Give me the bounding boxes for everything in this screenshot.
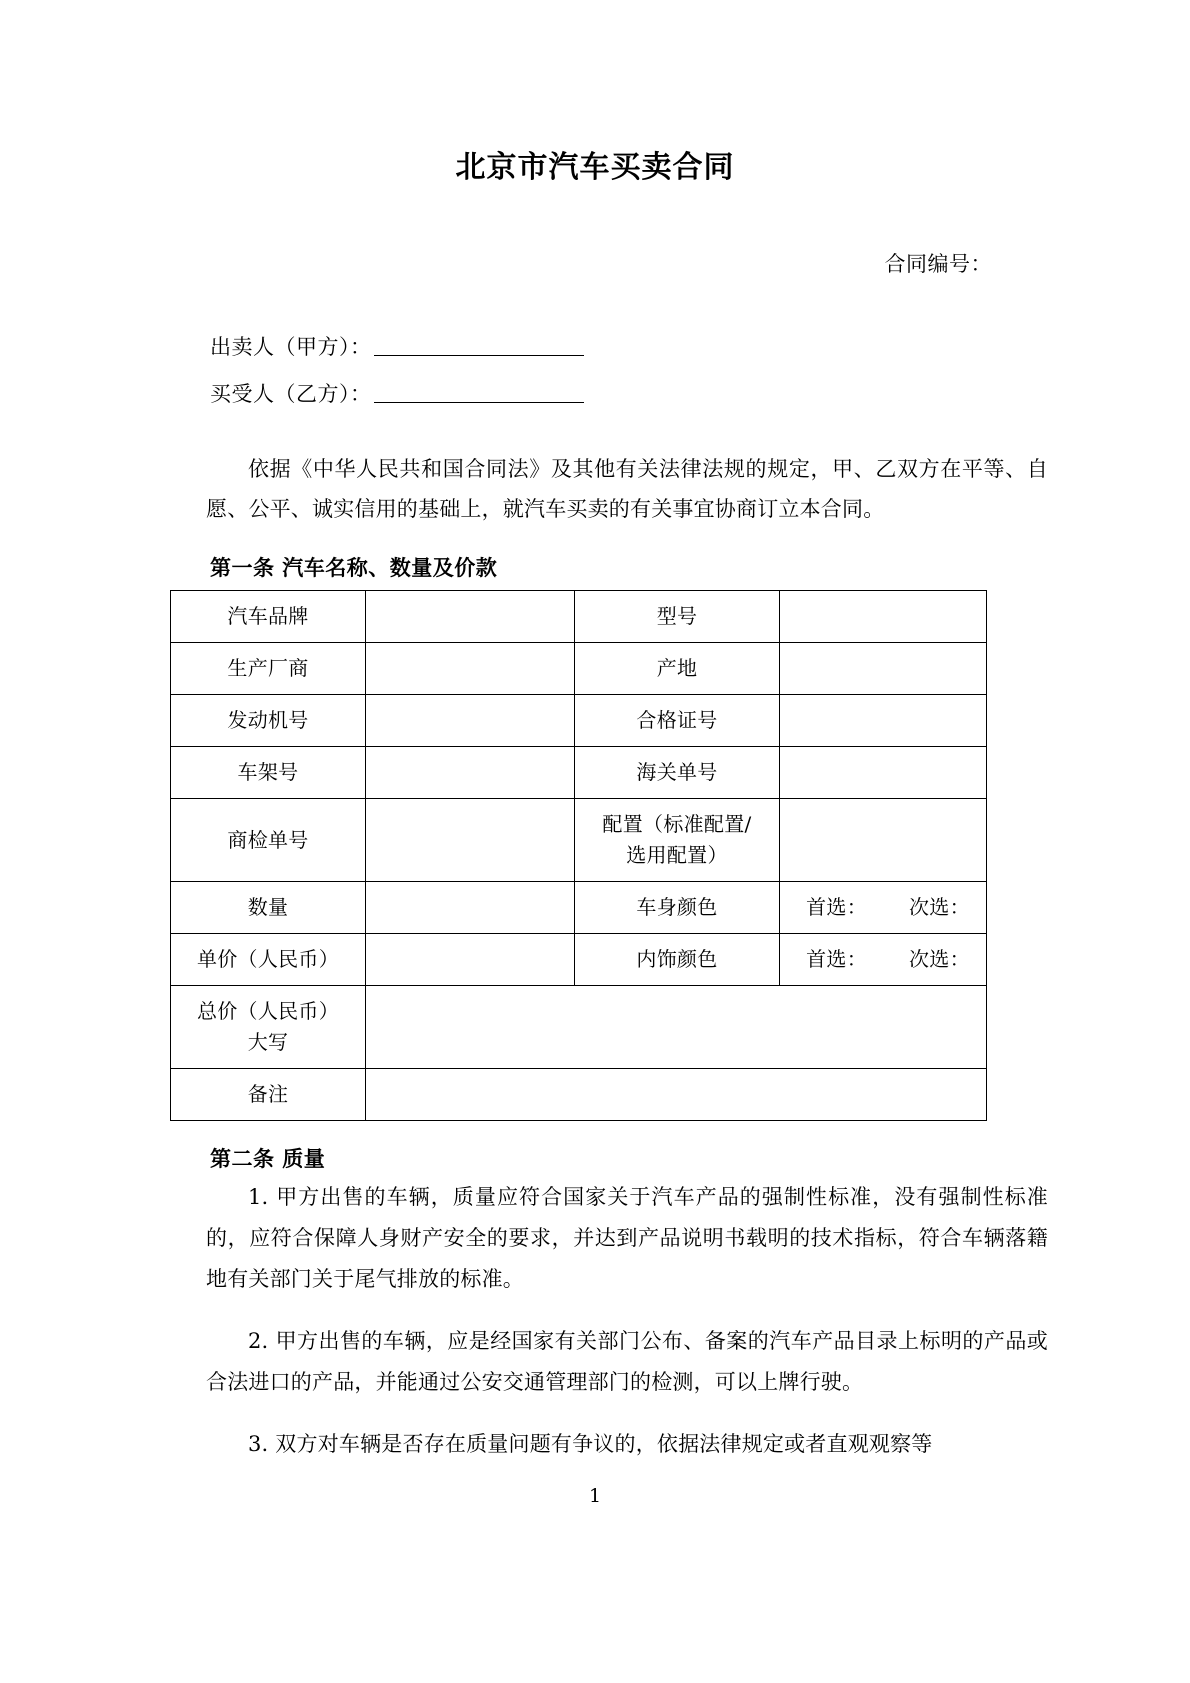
- table-row: [171, 934, 987, 986]
- buyer-field: [210, 371, 1050, 418]
- cell-quantity-value[interactable]: [366, 882, 575, 934]
- buyer-label: 买受人（乙方）：: [210, 382, 372, 407]
- interior-color-first-choice-label: 首选：: [806, 947, 867, 972]
- cell-model-label: 型号: [575, 591, 780, 643]
- cell-origin-label: 产地: [575, 643, 780, 695]
- cell-brand-label: 汽车品牌: [171, 591, 366, 643]
- cell-total-price-label: [171, 986, 366, 1069]
- intro-paragraph: 依据《中华人民共和国合同法》及其他有关法律法规的规定，甲、乙双方在平等、自愿、公平、诚实信用的基础上，就汽车买卖的有关事宜协商订立本合同。: [206, 456, 1048, 522]
- cell-vin-label: 车架号: [171, 747, 366, 799]
- cell-manufacturer-label: 生产厂商: [171, 643, 366, 695]
- cell-inspection-no-label: 商检单号: [171, 799, 366, 882]
- cell-remarks-label: 备注: [171, 1069, 366, 1121]
- cell-inspection-no-value[interactable]: [366, 799, 575, 882]
- seller-label: 出卖人（甲方）：: [210, 335, 372, 359]
- table-row: [171, 799, 987, 882]
- configuration-label-line1: 配置（标准配置/: [602, 812, 752, 837]
- cell-brand-value[interactable]: [366, 591, 575, 643]
- body-color-second-choice-label: 次选：: [909, 895, 970, 920]
- section-heading-1: 第一条 汽车名称、数量及价款: [210, 556, 498, 581]
- table-row: [171, 747, 987, 799]
- total-price-label-line1: 总价（人民币）: [196, 999, 340, 1024]
- cell-customs-no-value[interactable]: [780, 747, 987, 799]
- cell-total-price-value[interactable]: [366, 986, 987, 1069]
- cell-remarks-value[interactable]: [366, 1069, 987, 1121]
- cell-unit-price-value[interactable]: [366, 934, 575, 986]
- table-row: [171, 986, 987, 1069]
- body-color-first-choice-label: 首选：: [806, 895, 867, 920]
- cell-interior-color-choices[interactable]: [780, 934, 987, 986]
- cell-customs-no-label: 海关单号: [575, 747, 780, 799]
- cell-body-color-label: 车身颜色: [575, 882, 780, 934]
- table-row: [171, 882, 987, 934]
- page-content: [140, 0, 1050, 1486]
- table-row: [171, 1069, 987, 1121]
- contract-number-label: 合同编号：: [884, 252, 992, 276]
- table-row: [171, 643, 987, 695]
- cell-body-color-choices[interactable]: [780, 882, 987, 934]
- table-row: [171, 695, 987, 747]
- buyer-blank-line[interactable]: [374, 383, 584, 403]
- cell-certificate-no-value[interactable]: [780, 695, 987, 747]
- cell-engine-no-value[interactable]: [366, 695, 575, 747]
- cell-certificate-no-label: 合格证号: [575, 695, 780, 747]
- total-price-label-line2: 大写: [247, 1030, 289, 1055]
- cell-unit-price-label: 单价（人民币）: [171, 934, 366, 986]
- section-heading-2: 第二条 质量: [210, 1147, 326, 1172]
- quality-clause-3: 3. 双方对车辆是否存在质量问题有争议的，依据法律规定或者直观观察等: [248, 1432, 933, 1457]
- cell-configuration-value[interactable]: [780, 799, 987, 882]
- seller-blank-line[interactable]: [374, 336, 584, 356]
- page-number: 1: [588, 1485, 602, 1507]
- interior-color-second-choice-label: 次选：: [909, 947, 970, 972]
- table-row: [171, 591, 987, 643]
- cell-model-value[interactable]: [780, 591, 987, 643]
- cell-interior-color-label: 内饰颜色: [575, 934, 780, 986]
- cell-quantity-label: 数量: [171, 882, 366, 934]
- cell-configuration-label: [575, 799, 780, 882]
- cell-origin-value[interactable]: [780, 643, 987, 695]
- page-title: 北京市汽车买卖合同: [455, 150, 735, 185]
- seller-field: [210, 324, 1050, 371]
- configuration-label-line2: 选用配置）: [626, 843, 728, 868]
- party-fields: [140, 324, 1050, 419]
- quality-clause-2: 2. 甲方出售的车辆，应是经国家有关部门公布、备案的汽车产品目录上标明的产品或合法进口的产品，并能通过公安交通管理部门的检测，可以上牌行驶。: [206, 1329, 1048, 1395]
- cell-vin-value[interactable]: [366, 747, 575, 799]
- cell-engine-no-label: 发动机号: [171, 695, 366, 747]
- quality-clause-1: 1. 甲方出售的车辆，质量应符合国家关于汽车产品的强制性标准，没有强制性标准的，应符合保障人身财产安全的要求，并达到产品说明书载明的技术指标，符合车辆落籍地有关部门关于尾气排放的标准。: [206, 1185, 1048, 1292]
- vehicle-spec-table: [170, 590, 987, 1121]
- cell-manufacturer-value[interactable]: [366, 643, 575, 695]
